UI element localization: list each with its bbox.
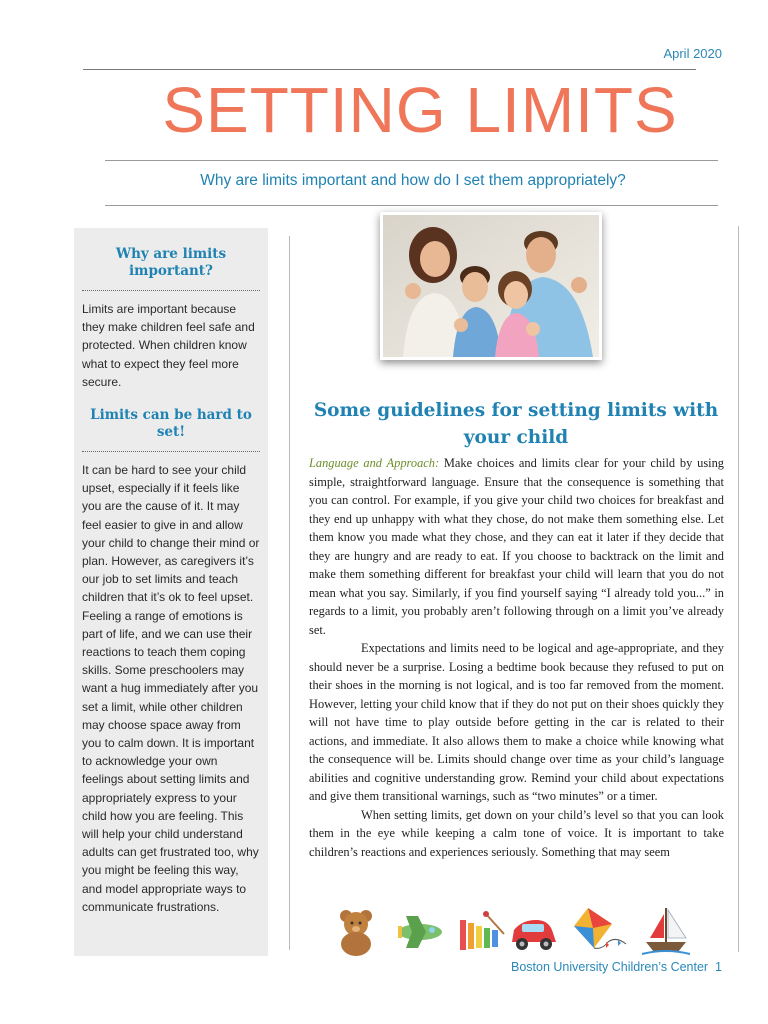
main-article xyxy=(309,454,724,861)
sidebar-heading-why: Why are limits important? xyxy=(115,246,227,279)
sidebar-heading-hard: Limits can be hard to set! xyxy=(90,407,252,441)
paragraph-lead: Language and Approach: xyxy=(309,456,440,470)
family-thumbs-up-photo-icon xyxy=(383,215,599,357)
dotted-divider xyxy=(82,451,260,452)
sidebar-text-hard: It can be hard to see your child upset, especially if it feels like you are the cause of it. It may feel easier to give in and allow your child to change their mind or plan. However, as caregivers it’s our job to set limits and teach children that it’s ok to feel upset. Feeling a range of emotions is part of life, and we can use their reactions to teach them coping skills. Some preschoolers may want a hug immediately after you set a limit, while other children may choose space away from you to calm down. It is important to acknowledge your own feelings about setting limits and appropriately express to your child how you are feeling. This will help your child understand adults can get frustrated too, why you might be feeling this way, and model appropriate ways to communicate frustrations. xyxy=(82,463,260,914)
subtitle-rule xyxy=(105,205,718,206)
xylophone-icon xyxy=(460,911,504,950)
sidebar xyxy=(74,228,268,956)
page-number: 1 xyxy=(715,960,722,974)
paragraph-expectations: Expectations and limits need to be logical and age-appropriate, and they should never be a surprise. Losing a bedtime book because they refused to put on their shoes in the morning is not logical, and is too far removed from the moment. However, letting your child know that if they do not put on their shoes quickly they will not have time to play outside before getting in the car is related to their actions, and immediate. It also allows them to make a choice while knowing what the consequence will be. Limits should change over time as your child’s language abilities and cognitive understanding grow. Remind your child about expectations and give them transitional warnings, such as “two minutes” or a timer. xyxy=(309,641,724,803)
sidebar-text-why: Limits are important because they make children feel safe and protected. When children know what to expect they feel more secure. xyxy=(82,302,255,389)
toy-airplane-icon xyxy=(398,916,442,948)
title-rule xyxy=(105,160,718,161)
kite-icon xyxy=(574,908,626,948)
sailboat-icon xyxy=(642,908,690,954)
toy-car-icon xyxy=(512,920,556,950)
paragraph-childs-level: When setting limits, get down on your child’s level so that you can look them in the eye while keeping a calm tone of voice. It is important to take children’s reactions and experiences seriously. Something that may seem xyxy=(309,807,724,859)
paragraph-language-approach xyxy=(309,454,724,639)
column-divider-left xyxy=(289,236,290,950)
teddy-bear-icon xyxy=(340,910,372,956)
family-photo xyxy=(380,212,602,360)
top-rule xyxy=(83,69,696,70)
main-heading: Some guidelines for setting limits with your child xyxy=(313,400,719,448)
column-divider-right xyxy=(738,226,739,952)
dotted-divider xyxy=(82,290,260,291)
page-title: SETTING LIMITS xyxy=(162,74,678,146)
footer-organization: Boston University Children’s Center xyxy=(511,960,709,974)
page-subtitle: Why are limits important and how do I set them appropriately? xyxy=(200,172,626,189)
paragraph-body: Make choices and limits clear for your child by using simple, straightforward language. Ensure that the consequence is something that you can control. For example, if you give your child two choices for breakfast and they end up unhappy with what they chose, do not make them something else. Let them know you made what they chose, and they can eat it later if they decide that they are hungry and are ready to eat. If you choose to backtrack on the limit and make them something different for breakfast your child will learn that you do not mean what you say. Similarly, if you find yourself saying “I already told you...” in regards to a limit, you probably aren’t following through on a limit you’ve already set. xyxy=(309,456,724,637)
toys-decoration xyxy=(336,904,696,956)
page-footer xyxy=(511,960,722,974)
issue-date: April 2020 xyxy=(663,46,722,61)
